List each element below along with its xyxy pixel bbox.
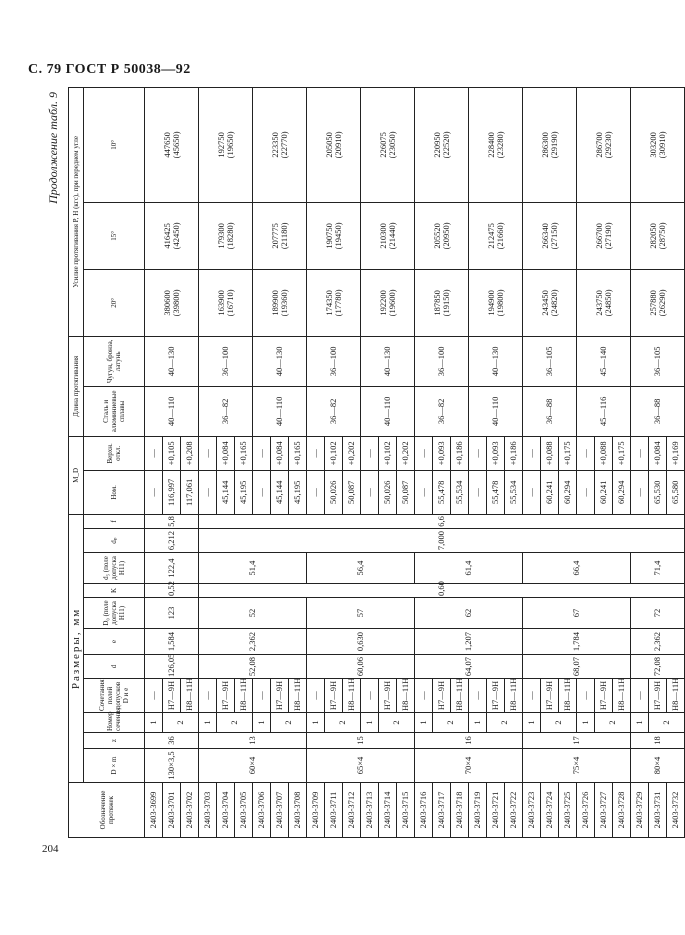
broach-dimensions-table — [68, 87, 685, 838]
section-cell: 1 — [523, 713, 541, 733]
force-15-cell: 266700 (27190) — [577, 202, 631, 269]
force-10-cell: 286300 (29190) — [523, 87, 577, 202]
dxm-cell: 70×4 — [415, 749, 523, 783]
z-cell: 16 — [415, 733, 523, 749]
md-upper-cell: +0,084 — [649, 436, 667, 470]
header-f: f — [84, 514, 145, 528]
designation-cell: 2403-3707 — [271, 783, 289, 838]
tolerance-cell: H7—9H — [433, 679, 451, 713]
d-cell: 60,06 — [307, 655, 415, 679]
length-steel-cell: 36—88 — [631, 386, 685, 436]
length-steel-cell: 40—110 — [361, 386, 415, 436]
force-10-cell: 205050 (20910) — [307, 87, 361, 202]
dp-cell: 6,212 — [145, 529, 199, 553]
z-cell: 18 — [631, 733, 685, 749]
length-steel-cell: 40—110 — [253, 386, 307, 436]
section-cell: 2 — [379, 713, 415, 733]
d-cell: 52,08 — [199, 655, 307, 679]
designation-cell: 2403-3699 — [145, 783, 163, 838]
header-tolerance: Сочетания полей допусков D и e — [84, 679, 145, 713]
md-upper-cell: +0,102 — [379, 436, 397, 470]
md-upper-cell: +0,084 — [217, 436, 235, 470]
section-cell: 2 — [163, 713, 199, 733]
length-steel-cell: 36—88 — [523, 386, 577, 436]
d5-cell: 66,4 — [523, 553, 631, 584]
md-upper-cell: +0,175 — [559, 436, 577, 470]
force-10-cell: 228400 (23280) — [469, 87, 523, 202]
header-force-group: Усилие протягивания P, Н (кгс), при переднем угле — [69, 87, 84, 336]
force-10-cell: 220950 (22520) — [415, 87, 469, 202]
force-15-cell: 266340 (27150) — [523, 202, 577, 269]
header-dxm: D × m — [84, 749, 145, 783]
force-20-cell: 163900 (16710) — [199, 269, 253, 336]
md-upper-cell: — — [253, 436, 271, 470]
tolerance-cell: — — [577, 679, 595, 713]
tolerance-cell: H7—9H — [649, 679, 667, 713]
md-nominal-cell: — — [523, 470, 541, 514]
e-cell: 0,630 — [307, 629, 415, 655]
length-cast-cell: 36—105 — [523, 336, 577, 386]
rotated-table-area — [46, 88, 680, 838]
d5-cell: 122,4 — [145, 553, 199, 584]
table-row — [307, 87, 325, 837]
designation-cell: 2403-3731 — [649, 783, 667, 838]
d5-cell: 61,4 — [415, 553, 523, 584]
force-20-cell: 174350 (17780) — [307, 269, 361, 336]
length-cast-cell: 36—100 — [307, 336, 361, 386]
md-nominal-cell: — — [415, 470, 433, 514]
e-cell: 2,362 — [631, 629, 685, 655]
section-cell: 2 — [325, 713, 361, 733]
force-15-cell: 210300 (21440) — [361, 202, 415, 269]
md-nominal-cell: 55,534 — [451, 470, 469, 514]
tolerance-cell: H8—11H — [289, 679, 307, 713]
e-cell: 1,784 — [523, 629, 631, 655]
dxm-cell: 75×4 — [523, 749, 631, 783]
md-nominal-cell: — — [253, 470, 271, 514]
header-length-cast: Чугун, бронза, латунь — [84, 336, 145, 386]
header-sizes-group: Размеры, мм — [69, 514, 84, 782]
header-z: z — [84, 733, 145, 749]
designation-cell: 2403-3718 — [451, 783, 469, 838]
md-nominal-cell: 50,087 — [397, 470, 415, 514]
table-row — [361, 87, 379, 837]
md-upper-cell: — — [415, 436, 433, 470]
header-d: d — [84, 655, 145, 679]
section-cell: 1 — [469, 713, 487, 733]
designation-cell: 2403-3702 — [181, 783, 199, 838]
force-20-cell: 192200 (19600) — [361, 269, 415, 336]
md-nominal-cell: 116,997 — [163, 470, 181, 514]
md-upper-cell: +0,208 — [181, 436, 199, 470]
d0-cell: 72 — [631, 598, 685, 629]
force-10-cell: 226075 (23050) — [361, 87, 415, 202]
designation-cell: 2403-3723 — [523, 783, 541, 838]
md-upper-cell: +0,102 — [325, 436, 343, 470]
f-cell: 6,6 — [199, 514, 685, 528]
length-steel-cell: 40—110 — [145, 386, 199, 436]
md-nominal-cell: 60,294 — [613, 470, 631, 514]
length-cast-cell: 36—100 — [415, 336, 469, 386]
md-upper-cell: +0,186 — [505, 436, 523, 470]
z-cell: 36 — [145, 733, 199, 749]
force-10-cell: 447650 (45650) — [145, 87, 199, 202]
md-upper-cell: +0,088 — [595, 436, 613, 470]
d5-cell: 51,4 — [199, 553, 307, 584]
md-upper-cell: — — [469, 436, 487, 470]
tolerance-cell: — — [145, 679, 163, 713]
tolerance-cell: H8—11H — [235, 679, 253, 713]
designation-cell: 2403-3726 — [577, 783, 595, 838]
designation-cell: 2403-3721 — [487, 783, 505, 838]
table-row — [145, 87, 163, 837]
e-cell: 1,207 — [415, 629, 523, 655]
header-length-steel: Сталь и алюминиевые сплавы — [84, 386, 145, 436]
md-upper-cell: +0,186 — [451, 436, 469, 470]
md-nominal-cell: 55,534 — [505, 470, 523, 514]
md-nominal-cell: 45,144 — [271, 470, 289, 514]
md-upper-cell: +0,202 — [343, 436, 361, 470]
d-cell: 126,05 — [145, 655, 199, 679]
dxm-cell: 65×4 — [307, 749, 415, 783]
designation-cell: 2403-3719 — [469, 783, 487, 838]
header-md-upper: Верхн. откл. — [84, 436, 145, 470]
table-row — [469, 87, 487, 837]
section-cell: 1 — [145, 713, 163, 733]
md-nominal-cell: 50,026 — [325, 470, 343, 514]
force-20-cell: 243450 (24820) — [523, 269, 577, 336]
designation-cell: 2403-3708 — [289, 783, 307, 838]
section-cell: 1 — [199, 713, 217, 733]
d-cell: 64,07 — [415, 655, 523, 679]
md-nominal-cell: — — [307, 470, 325, 514]
header-section-number: Номер сечения — [84, 713, 145, 733]
section-cell: 2 — [271, 713, 307, 733]
designation-cell: 2403-3729 — [631, 783, 649, 838]
d5-cell: 71,4 — [631, 553, 685, 584]
tolerance-cell: H7—9H — [487, 679, 505, 713]
md-nominal-cell: 45,195 — [289, 470, 307, 514]
z-cell: 17 — [523, 733, 631, 749]
tolerance-cell: H7—9H — [217, 679, 235, 713]
length-cast-cell: 40—130 — [253, 336, 307, 386]
d5-cell: 56,4 — [307, 553, 415, 584]
md-nominal-cell: 55,478 — [487, 470, 505, 514]
f-cell: 5,8 — [145, 514, 199, 528]
md-upper-cell: — — [523, 436, 541, 470]
dxm-cell: 60×4 — [199, 749, 307, 783]
tolerance-cell: — — [253, 679, 271, 713]
md-nominal-cell: 60,241 — [541, 470, 559, 514]
table-row — [415, 87, 433, 837]
length-steel-cell: 45—116 — [577, 386, 631, 436]
tolerance-cell: — — [415, 679, 433, 713]
tolerance-cell: H8—11H — [397, 679, 415, 713]
d0-cell: 52 — [199, 598, 307, 629]
designation-cell: 2403-3728 — [613, 783, 631, 838]
designation-cell: 2403-3712 — [343, 783, 361, 838]
d0-cell: 123 — [145, 598, 199, 629]
section-cell: 1 — [253, 713, 271, 733]
d0-cell: 57 — [307, 598, 415, 629]
e-cell: 1,584 — [145, 629, 199, 655]
section-cell: 2 — [541, 713, 577, 733]
section-cell: 1 — [631, 713, 649, 733]
force-10-cell: 303200 (30910) — [631, 87, 685, 202]
md-upper-cell: — — [577, 436, 595, 470]
d0-cell: 62 — [415, 598, 523, 629]
tolerance-cell: — — [523, 679, 541, 713]
dxm-cell: 80×4 — [631, 749, 685, 783]
designation-cell: 2403-3716 — [415, 783, 433, 838]
section-cell: 1 — [307, 713, 325, 733]
length-steel-cell: 40—110 — [469, 386, 523, 436]
md-nominal-cell: — — [469, 470, 487, 514]
designation-cell: 2403-3722 — [505, 783, 523, 838]
designation-cell: 2403-3715 — [397, 783, 415, 838]
force-20-cell: 187850 (19150) — [415, 269, 469, 336]
force-15-cell: 282050 (28750) — [631, 202, 685, 269]
section-cell: 1 — [361, 713, 379, 733]
md-nominal-cell: 65,580 — [667, 470, 685, 514]
md-upper-cell: +0,093 — [487, 436, 505, 470]
k-cell: 0,60 — [199, 584, 685, 598]
md-upper-cell: +0,088 — [541, 436, 559, 470]
section-cell: 2 — [649, 713, 685, 733]
md-nominal-cell: 50,026 — [379, 470, 397, 514]
table-row — [523, 87, 541, 837]
designation-cell: 2403-3706 — [253, 783, 271, 838]
designation-cell: 2403-3711 — [325, 783, 343, 838]
length-cast-cell: 40—130 — [145, 336, 199, 386]
section-cell: 2 — [487, 713, 523, 733]
tolerance-cell: H8—11H — [667, 679, 685, 713]
designation-cell: 2403-3724 — [541, 783, 559, 838]
table-row — [199, 87, 217, 837]
section-cell: 1 — [415, 713, 433, 733]
md-nominal-cell: 45,195 — [235, 470, 253, 514]
md-upper-cell: +0,105 — [163, 436, 181, 470]
tolerance-cell: H8—11H — [613, 679, 631, 713]
dxm-cell: 130×3,5 — [145, 749, 199, 783]
tolerance-cell: H7—9H — [271, 679, 289, 713]
length-cast-cell: 36—105 — [631, 336, 685, 386]
header-md-group: M_D — [69, 436, 84, 514]
force-20-cell: 380600 (39800) — [145, 269, 199, 336]
md-nominal-cell: — — [145, 470, 163, 514]
md-upper-cell: — — [631, 436, 649, 470]
dp-cell: 7,000 — [199, 529, 685, 553]
md-upper-cell: — — [199, 436, 217, 470]
table-row — [631, 87, 649, 837]
length-cast-cell: 36—100 — [199, 336, 253, 386]
md-upper-cell: +0,175 — [613, 436, 631, 470]
tolerance-cell: H8—11H — [505, 679, 523, 713]
md-nominal-cell: 60,294 — [559, 470, 577, 514]
section-cell: 2 — [217, 713, 253, 733]
header-force-20: 20° — [84, 269, 145, 336]
d-cell: 68,07 — [523, 655, 631, 679]
md-upper-cell: +0,165 — [235, 436, 253, 470]
d-cell: 72,08 — [631, 655, 685, 679]
tolerance-cell: — — [199, 679, 217, 713]
designation-cell: 2403-3701 — [163, 783, 181, 838]
length-steel-cell: 36—82 — [415, 386, 469, 436]
z-cell: 13 — [199, 733, 307, 749]
designation-cell: 2403-3705 — [235, 783, 253, 838]
md-nominal-cell: 55,478 — [433, 470, 451, 514]
header-md-nominal: Ном. — [84, 470, 145, 514]
force-10-cell: 286700 (29230) — [577, 87, 631, 202]
md-upper-cell: — — [307, 436, 325, 470]
e-cell: 2,362 — [199, 629, 307, 655]
designation-cell: 2403-3704 — [217, 783, 235, 838]
md-nominal-cell: — — [577, 470, 595, 514]
d0-cell: 67 — [523, 598, 631, 629]
force-20-cell: 257880 (26290) — [631, 269, 685, 336]
force-20-cell: 194900 (19800) — [469, 269, 523, 336]
length-cast-cell: 40—130 — [361, 336, 415, 386]
header-k: K — [84, 584, 145, 598]
k-cell: 0,52 — [145, 584, 199, 598]
md-upper-cell: — — [361, 436, 379, 470]
table-caption: Продолжение табл. 9 — [46, 92, 60, 204]
header-designation: Обозначение протяжек — [69, 783, 145, 838]
tolerance-cell: — — [361, 679, 379, 713]
force-20-cell: 243750 (24850) — [577, 269, 631, 336]
page-number: 204 — [42, 843, 59, 855]
tolerance-cell: — — [631, 679, 649, 713]
md-nominal-cell: — — [631, 470, 649, 514]
tolerance-cell: H7—9H — [163, 679, 181, 713]
md-nominal-cell: 65,530 — [649, 470, 667, 514]
length-steel-cell: 36—82 — [307, 386, 361, 436]
tolerance-cell: H8—11H — [343, 679, 361, 713]
tolerance-cell: — — [469, 679, 487, 713]
designation-cell: 2403-3713 — [361, 783, 379, 838]
force-15-cell: 416425 (42450) — [145, 202, 199, 269]
section-cell: 2 — [433, 713, 469, 733]
force-10-cell: 223350 (22770) — [253, 87, 307, 202]
force-15-cell: 190750 (19450) — [307, 202, 361, 269]
force-15-cell: 212475 (21660) — [469, 202, 523, 269]
tolerance-cell: H7—9H — [325, 679, 343, 713]
force-15-cell: 205520 (20950) — [415, 202, 469, 269]
md-upper-cell: +0,202 — [397, 436, 415, 470]
length-cast-cell: 45—140 — [577, 336, 631, 386]
z-cell: 15 — [307, 733, 415, 749]
page-header: С. 79 ГОСТ Р 50038—92 — [28, 62, 191, 77]
designation-cell: 2403-3717 — [433, 783, 451, 838]
tolerance-cell: H7—9H — [541, 679, 559, 713]
md-nominal-cell: — — [361, 470, 379, 514]
tolerance-cell: — — [307, 679, 325, 713]
header-length-group: Длина протягивания — [69, 336, 84, 436]
md-upper-cell: +0,093 — [433, 436, 451, 470]
tolerance-cell: H8—11H — [181, 679, 199, 713]
force-15-cell: 179300 (18280) — [199, 202, 253, 269]
tolerance-cell: H7—9H — [379, 679, 397, 713]
force-10-cell: 192750 (19650) — [199, 87, 253, 202]
md-nominal-cell: 117,061 — [181, 470, 199, 514]
md-upper-cell: +0,165 — [289, 436, 307, 470]
header-d0: D₀ (поле допуска H11) — [84, 598, 145, 629]
designation-cell: 2403-3714 — [379, 783, 397, 838]
tolerance-cell: H8—11H — [451, 679, 469, 713]
designation-cell: 2403-3732 — [667, 783, 685, 838]
section-cell: 2 — [595, 713, 631, 733]
md-upper-cell: — — [145, 436, 163, 470]
force-20-cell: 189900 (19360) — [253, 269, 307, 336]
header-force-15: 15° — [84, 202, 145, 269]
designation-cell: 2403-3725 — [559, 783, 577, 838]
header-dp: dₚ — [84, 529, 145, 553]
tolerance-cell: H7—9H — [595, 679, 613, 713]
force-15-cell: 207775 (21180) — [253, 202, 307, 269]
designation-cell: 2403-3727 — [595, 783, 613, 838]
designation-cell: 2403-3703 — [199, 783, 217, 838]
table-row — [253, 87, 271, 837]
section-cell: 1 — [577, 713, 595, 733]
md-nominal-cell: 50,087 — [343, 470, 361, 514]
header-d5: d₅ (поле допуска H11) — [84, 553, 145, 584]
md-upper-cell: +0,169 — [667, 436, 685, 470]
length-cast-cell: 40—130 — [469, 336, 523, 386]
md-upper-cell: +0,084 — [271, 436, 289, 470]
header-force-10: 10° — [84, 87, 145, 202]
header-e: e — [84, 629, 145, 655]
md-nominal-cell: — — [199, 470, 217, 514]
designation-cell: 2403-3709 — [307, 783, 325, 838]
length-steel-cell: 36—82 — [199, 386, 253, 436]
md-nominal-cell: 45,144 — [217, 470, 235, 514]
md-nominal-cell: 60,241 — [595, 470, 613, 514]
tolerance-cell: H8—11H — [559, 679, 577, 713]
table-row — [577, 87, 595, 837]
